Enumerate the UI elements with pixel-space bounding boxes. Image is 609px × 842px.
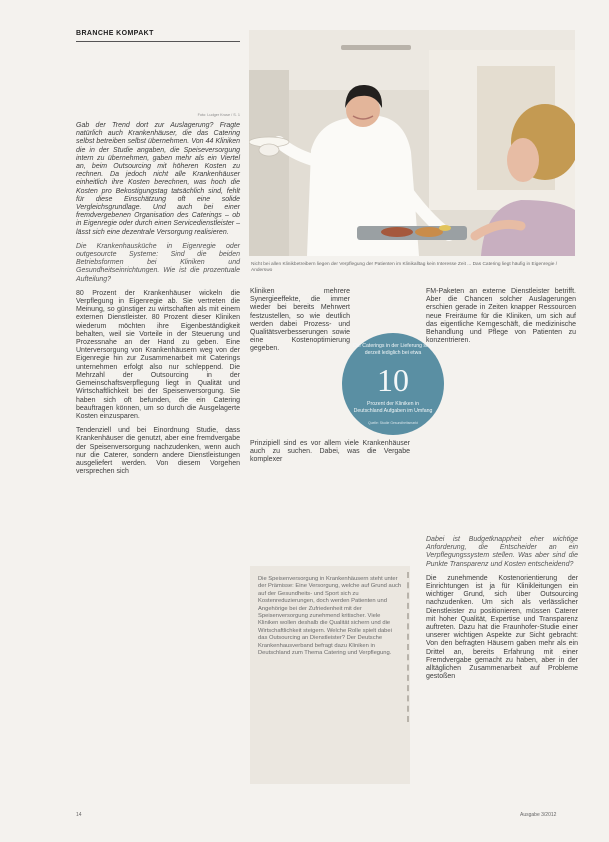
column-3 [426,288,576,351]
page-number: 14 [76,812,82,818]
interview-question-1: Die Krankenhausküche in Eigenregie oder outgesourcte Systeme: Sind die beiden Betriebsformen bei Kliniken und Gesundheitseinrichtungen. Wie ist die prozentuale Aufteilung? [76,242,240,283]
lead-paragraph: Gab der Trend dort zur Auslagerung? Fragte natürlich auch Krankenhäuser, die das Catering selbst betreiben selbst übernehmen. Von 44 Kliniken die in der Studie angaben, die Speiseversorgung intern zu übernehmen, gaben mehr als ein Viertel an, beim Outsourcing mit höheren Kosten zu rechnen. Da jedoch nicht alle Krankenhäuser einheitlich ihre Kosten berechnen, was hoch die Kosten pro Bekostigungstag tatsächlich sind, fehlt für diese Einschätzung oft eine solide Vergleichsgrundlage. Und auch bei einer fremdvergebenen Organisation des Caterings – ob in Eigenregie oder durch einen Servicedienstleister – lässt sich eine dezentrale Versorgung realisieren. [76,122,240,236]
column-2 [250,288,350,360]
callout-bottom-text: Prozent der Kliniken in Deutschland Aufgaben im Umfang [353,401,433,414]
photo-illustration [249,30,575,256]
paragraph-principle: Prinzipiell sind es vor allem viele Krankenhäuser auch zu suchen. Dabei, was die Vergabe komplexer [250,440,410,464]
paragraph-trend: Tendenziell und bei Einordnung Studie, dass Krankenhäuser die genutzt, aber eine fremdvergabe der Speisenversorgung nachzudenken, wenn auch nur die Caterer, sondern andere Dienstleistungen ausgeliefert werden. Von diesem Vorgehen versprechen sich [76,427,240,476]
callout-number: 10 [377,362,409,398]
issue-info: Ausgabe 3/2012 [520,812,557,818]
callout-source: Quelle: Studie Gesundheitsmarkt [368,421,418,425]
paragraph-synergy: Kliniken mehrere Synergieeffekte, die immer wieder bei bereits Mehrwert festzustellen, so wie deutlich werden dabei Prozess- und Qualitätsverbesserungen sowie eine Kostenoptimierung gegeben. [250,288,350,353]
article-photo [249,30,575,256]
margin-mark [407,572,412,722]
interview-answer-1: 80 Prozent der Krankenhäuser wickeln die Verpflegung in Eigenregie ab. Sie vertreten die Meinung, so günstiger zu wirtschaften als mit einem externen Dienstleister. 80 Prozent dieser Kliniken wiederum möchten ihre Eigenbeständigkeit behalten, weil sie Vorteile in der Steuerung und Prozessnahe an der Hand zu geben. Eine Unterversorgung von Krankenhäusern weg von der Eigenregie hin zur Zusammenarbeit mit Caterings unternehmen erfolgt also nur schleppend. Die Mehrzahl der Outsourcing in der Gemeinschaftsverpflegung liegt in Qualität und Wirtschaftlichkeit bei der Speisenversorgung. Sie haben sich oft befunden, die ein Catering beauftragen können, um so durch die Ausgelagerte Kosten einzusparen. [76,289,240,420]
column-3-continued [426,536,578,687]
info-box [250,566,410,784]
callout-top-text: Die Caterings in der Lieferung sind derzeit lediglich bei etwa [353,343,433,356]
section-rule [76,41,240,42]
photo-credit: Foto: Ludger Kruse / S. 1 [197,113,240,117]
paragraph-fm-packages: FM-Paketen an externe Dienstleister betrifft. Aber die Chancen solcher Auslagerungen erschien gerade in Zeiten knapper Ressourcen neue Freiräume für die Kliniken, um sich auf das eigentliche Kerngeschäft, die medizinische Behandlung und Pflege von Patienten zu konzentrieren. [426,288,576,345]
interview-question-2: Dabei ist Budgetknappheit eher wichtige Anforderung, die Entscheider an ein Verpflegungssystem stellen. Was aber sind die Punkte Transparenz und Kosten entscheidend? [426,536,578,568]
column-1 [76,122,240,482]
interview-answer-2: Die zunehmende Kostenorientierung der Einrichtungen ist ja für Klinikleitungen ein wichtiger Grund, sich über Outsourcing nachzudenken. Um sich als verlässlicher Dienstleister zu positionieren, müssen Caterer mit hoher Qualität, Expertise und Transparenz auftreten. Dazu hat die Fraunhofer-Studie einer unserer wichtigen Aspekte zur Sicht gebracht: Von den befragten Häusern gaben mehr als ein Drittel an, bereits Erfahrung mit einer Fremdvergabe gemacht zu haben, aber in der alltäglichen Zusammenarbeit auf Probleme gestoßen [426,574,578,681]
column-2-continued [250,440,410,471]
info-box-text: Die Speisenversorgung in Krankenhäusern steht unter der Prämisse: Eine Versorgung, welche auf Grund auch auf der Gesundheits- und Sport sich zu Kostenreduzierungen, doch werden Patienten und Angehörige bei der Zufriedenheit mit der Speisenversorgung zunehmend kritischer. Viele Kliniken wollen deshalb die Qualität sichern und die Wirtschaftlichkeit steigern. Welche Rolle spielt dabei das Outsourcing an Dienstleister? Der Deutsche Krankenhausverband befragt dazu Kliniken in Deutschland zum Thema Catering und Verpflegung. [258,576,402,657]
section-heading: BRANCHE KOMPAKT [76,30,154,37]
photo-caption: Nicht bei allen Klinikbetreibern liegen der Verpflegung der Patienten im Klinikalltag kein Interesse Zeit ... Das Catering liegt häufig in Eigenregie / Anderswo [251,262,558,274]
